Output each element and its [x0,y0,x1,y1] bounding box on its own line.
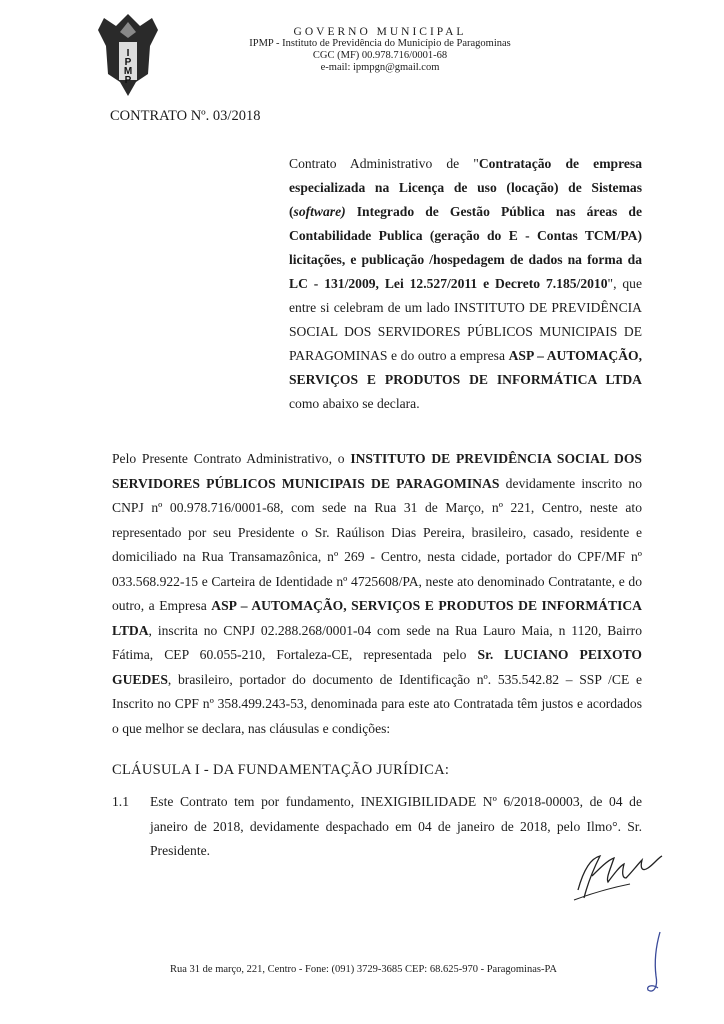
summary-bold-1: Contratação de empresa especializada na Licença de uso (locação) de Sistemas ( [289,156,642,219]
svg-text:P: P [124,57,132,68]
clause-1-1-text: Este Contrato tem por fundamento, INEXIGIBILIDADE Nº 6/2018-00003, de 04 de janeiro de 2018, devidamente despachado em 04 de janeiro de 2018, pelo Ilmo°. Sr. Presidente. [150,794,642,858]
signature [570,838,670,908]
summary-company: ASP – AUTOMAÇÃO, SERVIÇOS E PRODUTOS DE INFORMÁTICA LTDA [289,348,642,387]
summary-text-1: Contrato Administrativo de " [289,156,479,171]
clause-title: CLÁUSULA I - DA FUNDAMENTAÇÃO JURÍDICA: [112,762,450,778]
ipmp-logo [92,12,164,98]
body-text-1: Pelo Presente Contrato Administrativo, o [112,451,351,466]
svg-text:P: P [124,75,132,86]
letterhead-government: GOVERNO MUNICIPAL [293,26,467,38]
contract-body [112,447,642,741]
contract-summary [289,152,642,416]
summary-text-2: ", que entre si celebram de um lado INSTITUTO DE PREVIDÊNCIA SOCIAL DOS SERVIDORES PÚBLICOS MUNICIPAIS DE PARAGOMINAS e do outro a empresa [289,276,642,363]
body-company: ASP – AUTOMAÇÃO, SERVIÇOS E PRODUTOS DE INFORMÁTICA LTDA [112,598,642,638]
summary-bold-italic: software) [293,204,346,219]
letterhead-cgc: CGC (MF) 00.978.716/0001-68 [312,50,448,61]
letterhead-email: e-mail: ipmpgn@gmail.com [320,62,440,73]
letterhead-institute: IPMP - Instituto de Previdência do Município de Paragominas [249,38,511,49]
initials [642,928,672,998]
svg-text:M: M [123,66,133,77]
svg-text:I: I [126,48,130,59]
body-text-3: , inscrita no CNPJ 02.288.268/0001-04 com sede na Rua Lauro Maia, n 1120, Bairro Fátima, CEP 60.055-210, Fortaleza-CE, representada pelo [112,622,642,662]
body-representative: Sr. LUCIANO PEIXOTO GUEDES [112,647,642,687]
body-institute: INSTITUTO DE PREVIDÊNCIA SOCIAL DOS SERVIDORES PÚBLICOS MUNICIPAIS DE PARAGOMINAS [112,451,642,491]
body-text-2: devidamente inscrito no CNPJ nº 00.978.716/0001-68, com sede na Rua 31 de Março, nº 221, Centro, neste ato representado por seu Presidente o Sr. Raúlison Dias Pereira, brasileiro, casado, residente e domiciliado na Rua Transamazônica, nº 269 - Centro, nesta cidade, portador do CPF/MF nº 033.568.922-15 e Carteira de Identidade nº 4725608/PA, neste ato denominado Contratante, e do outro, a Empresa [112,475,643,613]
footer-address: Rua 31 de março, 221, Centro - Fone: (091) 3729-3685 CEP: 68.625-970 - Paragominas-PA [170,964,557,975]
summary-bold-2: Integrado de Gestão Pública nas áreas de Contabilidade Publica (geração do E - Contas TCM/PA) licitações, e publicação /hospedagem de dados na forma da LC - 131/2009, Lei 12.527/2011 e Decreto 7.185/2010 [289,204,642,291]
contract-number: CONTRATO Nº. 03/2018 [110,108,261,124]
clause-1-1-number: 1.1 [112,794,129,809]
body-text-4: , brasileiro, portador do documento de Identificação nº. 535.542.82 – SSP /CE e Inscrito no CPF nº 358.499.243-53, denominada para este ato Contratada têm justos e acordados o que melhor se declara, nas cláusulas e condições: [112,671,642,736]
letterhead [240,26,520,74]
clause-1-1 [112,790,642,864]
summary-text-3: como abaixo se declara. [289,396,420,411]
